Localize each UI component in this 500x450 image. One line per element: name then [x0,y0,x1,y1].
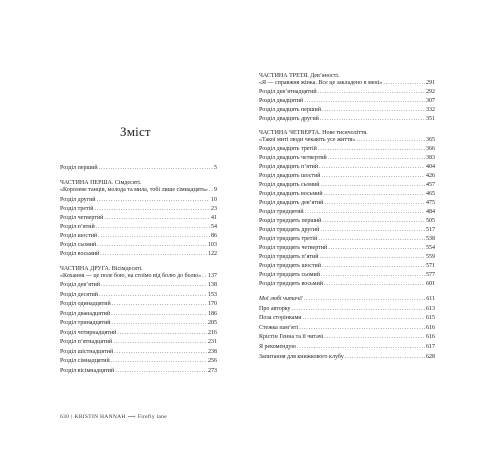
part-heading: ЧАСТИНА ТРЕТЯ. Дев’яності. [259,73,340,79]
entry-page: 153 [208,292,217,298]
entry-title: Розділ тридцять шостий [259,263,321,269]
footer-page-number: 630 [60,414,70,420]
entry-title: Розділ дев’ятий [60,282,101,288]
leader-dots [96,224,210,231]
entry-page: 616 [426,334,435,340]
entry-page: 538 [426,236,435,242]
toc-entry [259,98,435,105]
toc-entry [259,146,435,153]
entry-page: 465 [426,191,435,197]
entry-title: Розділ другий [60,197,96,203]
leader-dots [319,164,425,171]
entry-page: 216 [208,330,217,336]
toc-entry [60,242,217,249]
entry-title: Розділ сімнадцятий [60,358,110,364]
entry-page: 615 [426,315,435,321]
entry-page: 383 [426,155,435,161]
leader-dots [318,146,425,153]
toc-entry [60,358,217,365]
toc-entry [60,215,217,222]
leader-dots [209,187,213,194]
entry-page: 5 [214,165,217,171]
leader-dots [113,339,207,346]
entry-page: 365 [426,137,435,143]
toc-entry [60,339,217,346]
entry-title: Розділ тридцять третій [259,236,318,242]
entry-page: 238 [208,349,217,355]
entry-page: 517 [426,227,435,233]
entry-page: 617 [426,344,435,350]
toc-entry [259,107,435,114]
entry-page: 611 [426,296,435,302]
entry-title: Крістін Генна та її читачі [259,334,324,340]
entry-title: Розділ восьмий [60,251,100,257]
entry-page: 292 [426,89,435,95]
toc-entry [60,197,217,204]
toc-entry [60,224,217,231]
entry-page: 273 [208,368,217,374]
back-matter-entry [259,315,435,322]
back-matter-entry [259,296,435,303]
entry-page: 9 [214,187,217,193]
footer-author: KRISTIN HANNAH [74,414,126,420]
entry-title: Розділ тридцятий [259,209,304,215]
entry-page: 205 [208,320,217,326]
toc-entry [259,164,435,171]
part-heading: ЧАСТИНА ПЕРША. Сімдесяті. [60,180,142,186]
toc-entry [60,301,217,308]
entry-title: Розділ четвертий [60,215,104,221]
entry-page: 571 [426,263,435,269]
entry-page: 10 [211,197,217,203]
leader-dots [304,296,425,303]
entry-page: 291 [426,80,435,86]
leader-dots [115,368,207,375]
entry-title: Розділ п’ятий [60,224,95,230]
footer-book-title: Firefly lane [137,414,167,420]
part-epigraph-entry [259,137,435,144]
toc-entry [259,236,435,243]
entry-title: Розділ чотирнадцятий [60,330,117,336]
entry-title: Розділ перший [60,165,98,171]
entry-page: 54 [211,224,217,230]
entry-title: Розділ вісімнадцятий [60,368,115,374]
entry-page: 484 [426,209,435,215]
part-epigraph: «Такої миті люди чекають усе життя» [259,137,356,143]
toc-entry [259,209,435,216]
toc-entry [60,233,217,240]
entry-page: 457 [426,182,435,188]
entry-page: 122 [208,251,217,257]
entry-page: 137 [208,273,217,279]
back-matter-entry [259,325,435,332]
entry-page: 404 [426,164,435,170]
entry-title: Розділ двадцять шостий [259,173,321,179]
entry-page: 256 [208,358,217,364]
part-heading: ЧАСТИНА ДРУГА. Вісімдесяті. [60,266,143,272]
entry-title: Поза сторінками [259,315,302,321]
leader-dots [383,80,425,87]
right-page [250,0,500,450]
entry-page: 505 [426,218,435,224]
leader-dots [100,251,207,258]
toc-entry [60,330,217,337]
entry-title: Розділ сьомий [60,242,97,248]
leader-dots [292,306,425,313]
toc-entry [259,182,435,189]
entry-title: Розділ десятий [60,292,98,298]
entry-page: 601 [426,281,435,287]
toc-entry [259,191,435,198]
leader-dots [321,182,425,189]
entry-title: Розділ дванадцятий [60,311,111,317]
leader-dots [299,325,425,332]
leader-dots [202,273,207,280]
leader-dots [112,320,207,327]
leader-dots [117,330,207,337]
entry-title: Розділ двадцять четвертий [259,155,327,161]
entry-title: Розділ дев’ятнадцятий [259,89,317,95]
leader-dots [318,89,425,96]
toc-entry [259,263,435,270]
entry-page: 554 [426,245,435,251]
leader-dots [320,116,425,123]
leader-dots [111,311,207,318]
entry-title: Стежка пам’яті [259,325,299,331]
entry-title: Розділ третій [60,206,94,212]
entry-title: Розділ двадцятий [259,98,304,104]
entry-page: 332 [426,107,435,113]
part-epigraph-entry [60,187,217,194]
leader-dots [101,282,207,289]
leader-dots [324,281,425,288]
leader-dots [322,173,426,180]
entry-page: 41 [211,215,217,221]
entry-page: 231 [208,339,217,345]
entry-page: 138 [208,282,217,288]
toc-heading: Зміст [120,124,151,139]
leader-dots [322,263,425,270]
leader-dots [112,301,207,308]
entry-title: Розділ п’ятнадцятий [60,339,113,345]
leader-dots [304,98,425,105]
running-footer [60,414,167,420]
entry-page: 23 [211,206,217,212]
toc-entry [60,206,217,213]
leader-dots [319,254,425,261]
part-epigraph: «Я — справжня жінка. Все це закладено в мені» [259,80,383,86]
toc-entry [259,245,435,252]
entry-title: Розділ тридцять восьмий [259,281,324,287]
leader-dots [324,191,425,198]
entry-page: 170 [208,301,217,307]
entry-page: 559 [426,254,435,260]
toc-entry [259,272,435,279]
leader-dots [297,344,425,351]
toc-entry [259,254,435,261]
entry-page: 616 [426,325,435,331]
toc-entry [60,349,217,356]
entry-title: Розділ двадцять дев’ятий [259,200,324,206]
entry-page: 86 [211,233,217,239]
toc-entry [60,251,217,258]
leader-dots [302,315,425,322]
entry-page: 577 [426,272,435,278]
leader-dots [356,137,425,144]
footer-separator: | [71,414,73,420]
entry-page: 186 [208,311,217,317]
part-heading: ЧАСТИНА ЧЕТВЕРТА. Нове тисячоліття. [259,130,368,136]
entry-page: 426 [426,173,435,179]
back-matter-entry [259,344,435,351]
entry-title: Розділ тринадцятий [60,320,111,326]
leader-dots [99,292,207,299]
toc-entry [259,200,435,207]
entry-title: Розділ двадцять третій [259,146,317,152]
entry-title: Я рекомендую [259,344,296,350]
toc-entry [60,292,217,299]
entry-title: Розділ тридцять перший [259,218,322,224]
leader-dots [114,349,207,356]
toc-entry [259,227,435,234]
entry-title: Розділ одинадцятий [60,301,111,307]
entry-page: 351 [426,116,435,122]
entry-page: 628 [426,354,435,360]
leader-dots [97,197,210,204]
part-epigraph-entry [60,273,217,280]
entry-title: Розділ двадцять восьмий [259,191,323,197]
entry-title: Розділ двадцять перший [259,107,321,113]
toc-entry [60,282,217,289]
back-matter-entry [259,334,435,341]
entry-title: Розділ двадцять п’ятий [259,164,319,170]
part-epigraph: «Кохання — це поле бою, на стоїмо від болю до болю» [60,273,202,279]
toc-entry [60,368,217,375]
entry-title: Розділ двадцять сьомий [259,182,320,188]
entry-title: Розділ тридцять сьомий [259,272,320,278]
back-matter-entry [259,354,435,361]
toc-entry [60,320,217,327]
leader-dots [97,242,207,249]
leader-dots [98,233,210,240]
leader-dots [318,236,425,243]
leader-dots [320,227,425,234]
leader-dots [104,215,210,222]
entry-title: Розділ шістнадцятий [60,349,114,355]
entry-title: Розділ тридцять другий [259,227,320,233]
entry-title: Розділ шостий [60,233,98,239]
back-matter-entry [259,306,435,313]
entry-title: Запитання для книжкового клубу [259,354,344,360]
entry-title: Про авторку [259,306,291,312]
toc-entry [259,173,435,180]
leader-dots [321,272,425,279]
part-epigraph-entry [259,80,435,87]
entry-page: 103 [208,242,217,248]
leader-dots [328,245,425,252]
part-epigraph: «Королеве танців, молода та мила, тобі лише сімнадцять» [60,187,208,193]
leader-dots [95,206,210,213]
leader-dots [328,155,425,162]
leader-dots [305,209,425,216]
entry-title: Мої любі читачі! [259,296,303,302]
arrow-icon: ⟶ [127,414,136,420]
leader-dots [111,358,207,365]
toc-entry [259,116,435,123]
leader-dots [345,354,425,361]
leader-dots [322,218,425,225]
entry-page: 613 [426,306,435,312]
entry-title: Розділ тридцять п’ятий [259,254,319,260]
toc-entry [60,311,217,318]
entry-title: Розділ двадцять другий [259,116,319,122]
toc-entry [259,89,435,96]
toc-entry [259,155,435,162]
leader-dots [324,334,425,341]
entry-title: Розділ тридцять четвертий [259,245,328,251]
toc-entry [60,165,217,172]
toc-entry [259,281,435,288]
leader-dots [322,107,425,114]
leader-dots [324,200,425,207]
entry-page: 475 [426,200,435,206]
entry-page: 307 [426,98,435,104]
toc-entry [259,218,435,225]
leader-dots [99,165,213,172]
entry-page: 366 [426,146,435,152]
